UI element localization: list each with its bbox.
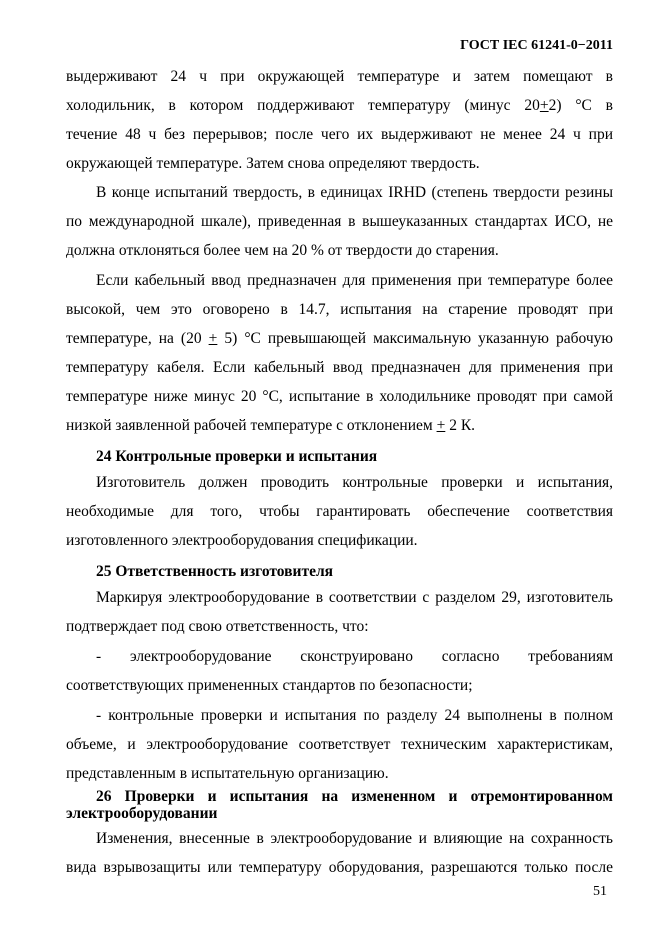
p3-line-3	[66, 324, 613, 353]
p1-line-1: выдерживают 24 ч при окружающей температуре и затем помещают в	[66, 68, 613, 85]
p3-line-2: высокой, чем это оговорено в 14.7, испытания на старение проводят при	[66, 301, 613, 318]
plus-minus-sign: +	[208, 330, 218, 347]
p3-line-6-tail: 2 К.	[445, 417, 476, 434]
s24-line-3: изготовленного электрооборудования спецификации.	[66, 532, 418, 549]
s25-line-1: Маркируя электрооборудование в соответствии с разделом 29, изготовитель	[96, 589, 613, 606]
s26-line-1: Изменения, внесенные в электрооборудование и влияющие на сохранность	[96, 830, 613, 847]
section-26-heading-line-2: электрооборудовании	[66, 805, 218, 822]
p2-line-1: В конце испытаний твердость, в единицах IRHD (степень твердости резины	[96, 184, 613, 201]
p3-line-3-tail: 5) °С превышающей максимальную указанную рабочую	[217, 330, 614, 347]
p3-line-1: Если кабельный ввод предназначен для применения при температуре более	[96, 272, 613, 289]
plus-minus-sign: +	[539, 97, 549, 114]
standard-header: ГОСТ IEC 61241-0−2011	[460, 38, 613, 53]
s24-line-1: Изготовитель должен проводить контрольные проверки и испытания,	[96, 474, 613, 491]
p1-line-2	[66, 91, 613, 120]
p2-line-2: по международной шкале), приведенная в вышеуказанных стандартах ИСО, не	[66, 213, 613, 230]
s25-line-2: подтверждает под свою ответственность, что:	[66, 618, 369, 635]
p3-line-5: температуре ниже минус 20 °С, испытание в холодильнике проводят при самой	[66, 388, 613, 405]
p3-line-3-text: температуре, на (20	[66, 330, 209, 347]
p1-line-2-text: холодильник, в котором поддерживают температуру (минус 20	[66, 97, 540, 114]
s25-bullet-2-line-1: - контрольные проверки и испытания по разделу 24 выполнены в полном	[96, 707, 613, 724]
p1-line-3: течение 48 ч без перерывов; после чего их выдерживают не менее 24 ч при	[66, 126, 613, 143]
p3-line-6-text: низкой заявленной рабочей температуре с отклонением	[66, 417, 437, 434]
section-24-heading: 24 Контрольные проверки и испытания	[96, 448, 378, 465]
plus-minus-sign: +	[436, 417, 446, 434]
p1-line-2-tail: 2) °С в	[548, 97, 613, 114]
s26-line-2: вида взрывозащиты или температуру оборудования, разрешаются только после	[66, 859, 613, 876]
s25-bullet-2-line-3: представленным в испытательную организацию.	[66, 765, 389, 782]
p1-line-4: окружающей температуре. Затем снова определяют твердость.	[66, 155, 480, 172]
p3-line-6	[66, 411, 613, 440]
s25-bullet-1-line-1: - электрооборудование сконструировано согласно требованиям	[96, 648, 613, 665]
section-26-heading-line-1: 26 Проверки и испытания на измененном и отремонтированном	[96, 788, 613, 805]
s25-bullet-1-line-2: соответствующих примененных стандартов по безопасности;	[66, 677, 473, 694]
s25-bullet-2-line-2: объеме, и электрооборудование соответствует техническим характеристикам,	[66, 736, 613, 753]
s24-line-2: необходимые для того, чтобы гарантировать обеспечение соответствия	[66, 503, 613, 520]
section-25-heading: 25 Ответственность изготовителя	[96, 563, 334, 580]
p2-line-3: должна отклоняться более чем на 20 % от твердости до старения.	[66, 242, 499, 259]
p3-line-4: температуру кабеля. Если кабельный ввод предназначен для применения при	[66, 359, 613, 376]
page-number: 51	[593, 884, 607, 899]
